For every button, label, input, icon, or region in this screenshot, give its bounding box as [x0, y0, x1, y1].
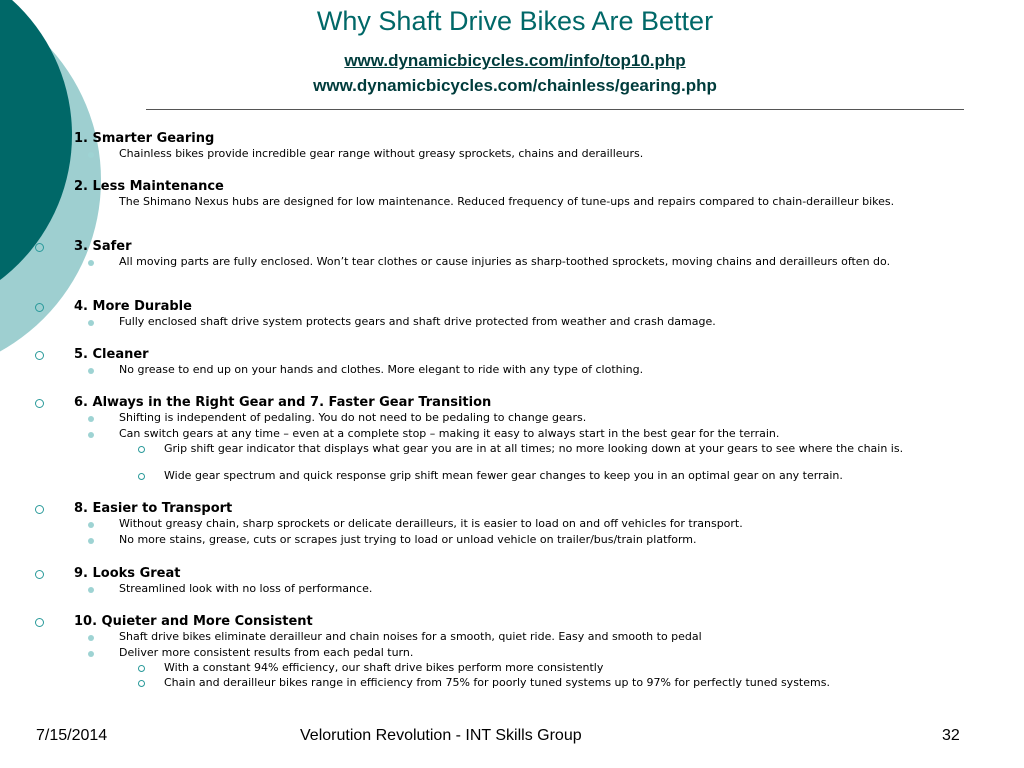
bullet-icon: [88, 538, 94, 544]
sub-bullet-icon: [138, 665, 145, 672]
link-gearing[interactable]: www.dynamicbicycles.com/chainless/gearing.php: [313, 76, 717, 95]
bullet-icon: [88, 320, 94, 326]
bullet-icon: [88, 368, 94, 374]
bullet-icon: [88, 416, 94, 422]
point-item: Streamlined look with no loss of performance.: [119, 582, 373, 595]
point-heading: 3. Safer: [74, 239, 132, 254]
point-heading: 2. Less Maintenance: [74, 179, 224, 194]
point-item: The Shimano Nexus hubs are designed for low maintenance. Reduced frequency of tune-ups and repairs compared to chain-derailleur bikes.: [119, 195, 895, 208]
point-heading: 1. Smarter Gearing: [74, 131, 215, 146]
slide-title: Why Shaft Drive Bikes Are Better: [316, 6, 714, 36]
circle-bullet-icon: [35, 351, 44, 360]
bullet-icon: [88, 651, 94, 657]
point-heading: 8. Easier to Transport: [74, 501, 233, 516]
point-item: Can switch gears at any time – even at a complete stop – making it easy to always start in the best gear for the terrain.: [119, 427, 780, 440]
circle-bullet-icon: [35, 303, 44, 312]
bullet-icon: [88, 432, 94, 438]
circle-bullet-icon: [35, 243, 44, 252]
point-item: All moving parts are fully enclosed. Won’t tear clothes or cause injuries as sharp-toothed sprockets, moving chains and derailleurs often do.: [119, 255, 891, 268]
point-heading: 10. Quieter and More Consistent: [74, 614, 313, 629]
point-item: No grease to end up on your hands and clothes. More elegant to ride with any type of clothing.: [119, 363, 644, 376]
point-item: Fully enclosed shaft drive system protects gears and shaft drive protected from weather and crash damage.: [119, 315, 716, 328]
footer-date: 7/15/2014: [36, 727, 108, 744]
circle-bullet-icon: [35, 505, 44, 514]
point-item: Chainless bikes provide incredible gear range without greasy sprockets, chains and derailleurs.: [119, 147, 644, 160]
point-item: Shaft drive bikes eliminate derailleur and chain noises for a smooth, quiet ride. Easy and smooth to pedal: [119, 630, 702, 643]
point-item: Without greasy chain, sharp sprockets or delicate derailleurs, it is easier to load on and off vehicles for transport.: [119, 517, 743, 530]
sub-bullet-icon: [138, 473, 145, 480]
sub-bullet-icon: [138, 446, 145, 453]
circle-bullet-icon: [35, 618, 44, 627]
bullet-icon: [88, 587, 94, 593]
link-top10[interactable]: www.dynamicbicycles.com/info/top10.php: [344, 51, 686, 70]
bullet-icon: [88, 152, 94, 158]
point-heading: 9. Looks Great: [74, 566, 181, 581]
point-heading: 4. More Durable: [74, 299, 192, 314]
sub-bullet-icon: [138, 680, 145, 687]
point-heading: 6. Always in the Right Gear and 7. Faster Gear Transition: [74, 395, 492, 410]
page-number: 32: [942, 727, 960, 744]
point-item: Deliver more consistent results from each pedal turn.: [119, 646, 414, 659]
point-item: No more stains, grease, cuts or scrapes just trying to load or unload vehicle on trailer/bus/train platform.: [119, 533, 697, 546]
circle-bullet-icon: [35, 399, 44, 408]
point-subitem: Grip shift gear indicator that displays what gear you are in at all times; no more looking down at your gears to see where the chain is.: [164, 442, 904, 455]
bullet-icon: [88, 635, 94, 641]
point-item: Shifting is independent of pedaling. You do not need to be pedaling to change gears.: [119, 411, 587, 424]
point-subitem: With a constant 94% efficiency, our shaft drive bikes perform more consistently: [164, 661, 604, 674]
point-subitem: Chain and derailleur bikes range in efficiency from 75% for poorly tuned systems up to 97% for perfectly tuned systems.: [164, 676, 830, 689]
bullet-icon: [88, 522, 94, 528]
footer-title: Velorution Revolution - INT Skills Group: [300, 727, 582, 744]
bullet-icon: [88, 260, 94, 266]
point-heading: 5. Cleaner: [74, 347, 149, 362]
point-subitem: Wide gear spectrum and quick response grip shift mean fewer gear changes to keep you in an optimal gear on any terrain.: [164, 469, 843, 482]
circle-bullet-icon: [35, 570, 44, 579]
